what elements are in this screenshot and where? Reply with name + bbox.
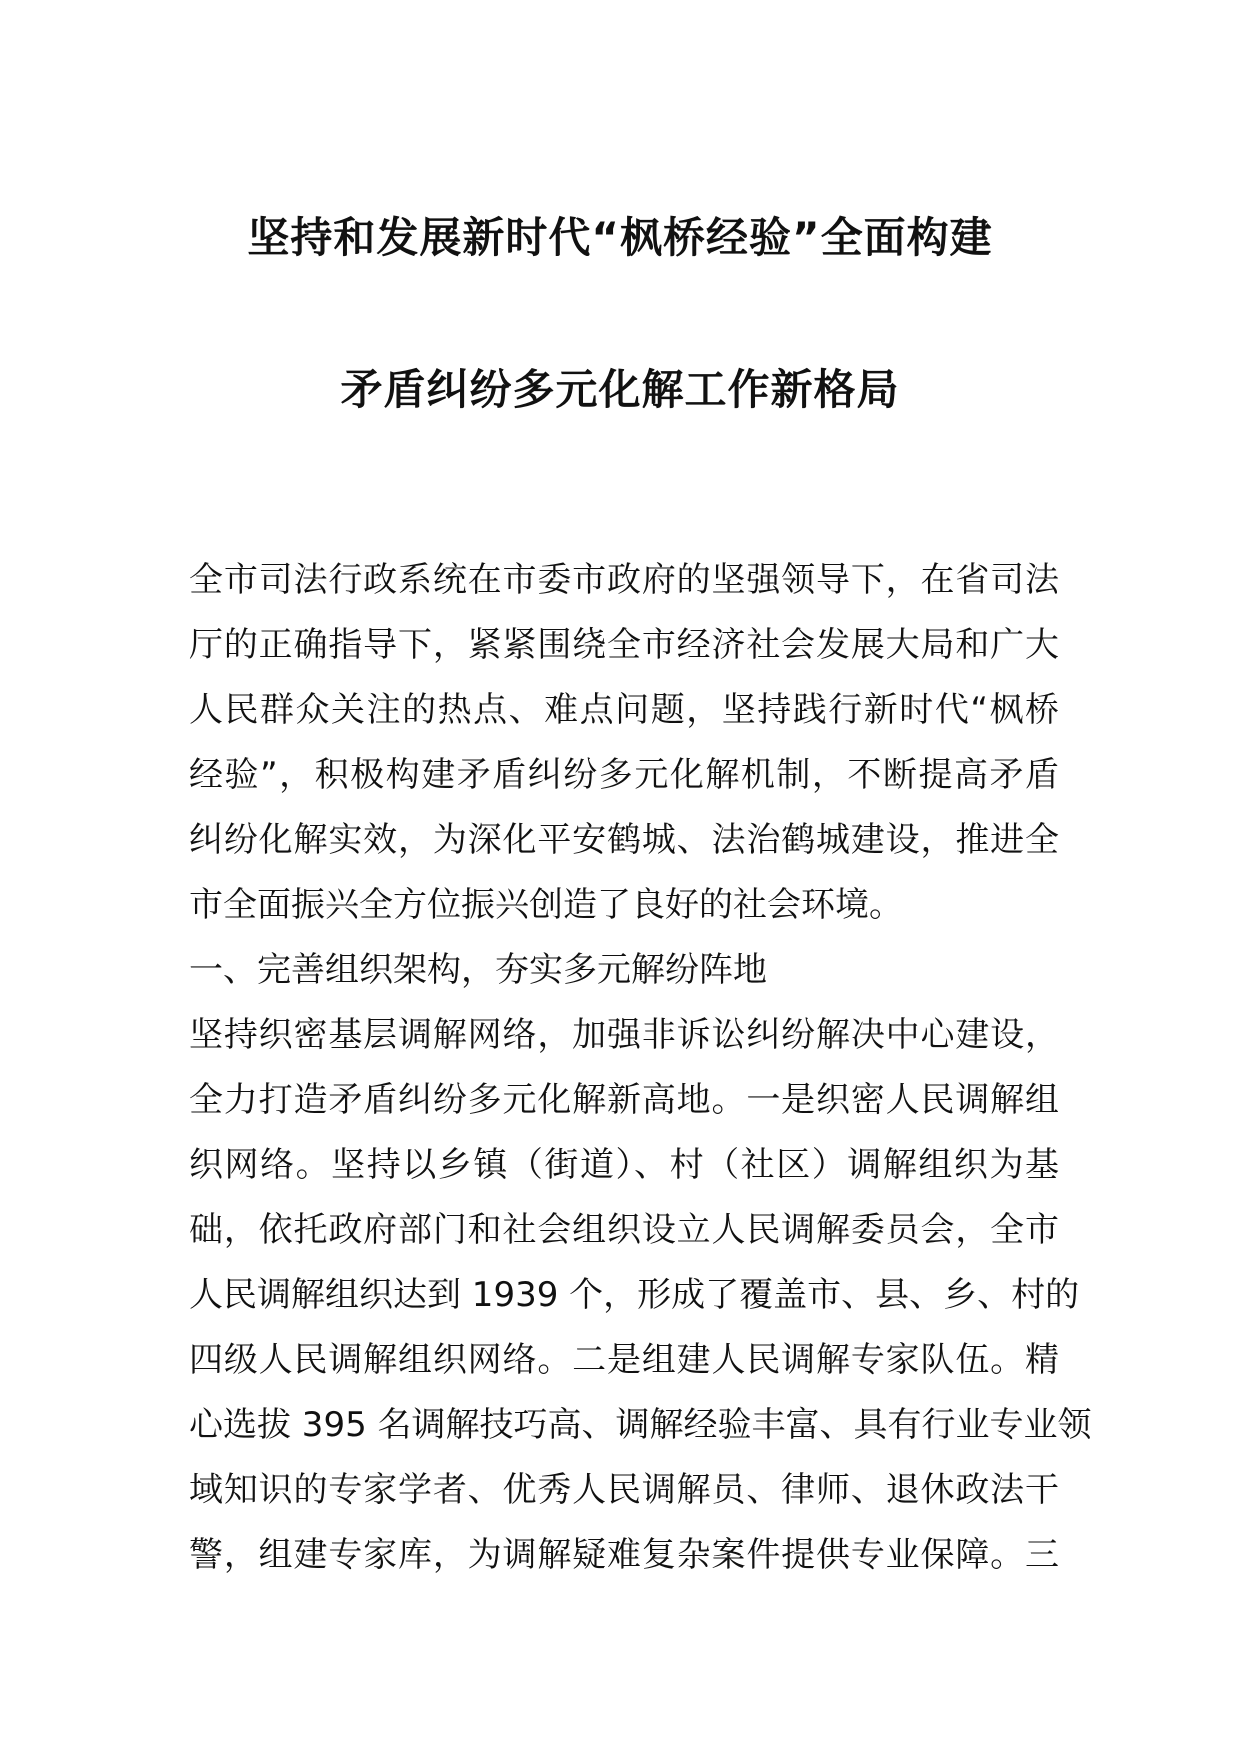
- body-line: 础，依托政府部门和社会组织设立人民调解委员会，全市: [189, 1210, 1059, 1250]
- body-line: 坚持织密基层调解网络，加强非诉讼纠纷解决中心建设，: [189, 1015, 1059, 1055]
- body-line: 警，组建专家库，为调解疑难复杂案件提供专业保障。三: [189, 1535, 1059, 1575]
- body-line: 人民调解组织达到 1939 个，形成了覆盖市、县、乡、村的: [189, 1275, 1080, 1315]
- body-line-paragraph-end: 市全面振兴全方位振兴创造了良好的社会环境。: [189, 885, 903, 925]
- body-line: 心选拔 395 名调解技巧高、调解经验丰富、具有行业专业领: [189, 1405, 1092, 1445]
- body-line: 纠纷化解实效，为深化平安鹤城、法治鹤城建设，推进全: [189, 820, 1059, 860]
- document-title-line-2: 矛盾纠纷多元化解工作新格局: [340, 365, 900, 414]
- body-line: 人民群众关注的热点、难点问题，坚持践行新时代“枫桥: [189, 690, 1059, 730]
- body-line: 织网络。坚持以乡镇（街道）、村（社区）调解组织为基: [189, 1145, 1059, 1185]
- body-line: 经验”，积极构建矛盾纠纷多元化解机制，不断提高矛盾: [189, 755, 1059, 795]
- section-heading: 一、完善组织架构，夯实多元解纷阵地: [189, 950, 767, 990]
- document-title-line-1: 坚持和发展新时代“枫桥经验”全面构建: [247, 213, 993, 262]
- body-line: 厅的正确指导下，紧紧围绕全市经济社会发展大局和广大: [189, 625, 1059, 665]
- body-line: 全市司法行政系统在市委市政府的坚强领导下，在省司法: [189, 560, 1059, 600]
- body-line: 全力打造矛盾纠纷多元化解新高地。一是织密人民调解组: [189, 1080, 1059, 1120]
- body-line: 四级人民调解组织网络。二是组建人民调解专家队伍。精: [189, 1340, 1059, 1380]
- document-body: [189, 548, 1092, 1588]
- body-line: 域知识的专家学者、优秀人民调解员、律师、退休政法干: [189, 1470, 1059, 1510]
